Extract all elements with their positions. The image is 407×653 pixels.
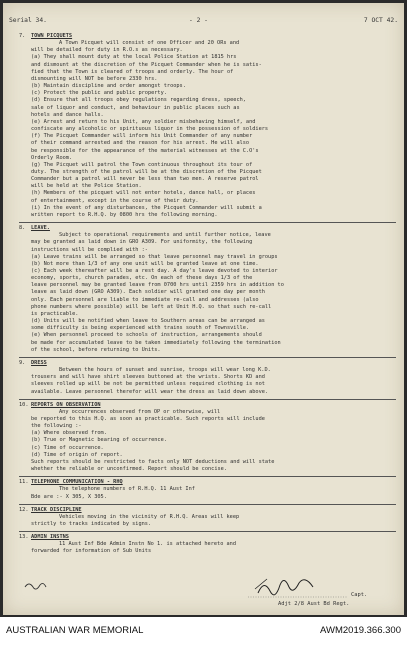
section-line: (i) In the event of any disturbances, the Picquet Commander will submit a (31, 204, 262, 211)
section-line: (d) Ensure that all troops obey regulations regarding dress, speech, (31, 97, 246, 104)
section-line: Commander but a patrol will never be less than two men. A reserve patrol (31, 176, 259, 183)
section-line: (g) The Picquet will patrol the Town continuous throughout its tour of (31, 161, 253, 168)
section-line: (a) Where observed from. (31, 430, 107, 437)
section-line: of entertainment, except in the course of their duty. (31, 197, 199, 204)
section-number: 9. (19, 359, 26, 366)
section-line: Such reports should be restricted to facts only NOT deductions and will state (31, 458, 275, 465)
section-line: be reported to this H.Q. as soon as practicable. Such reports will include (31, 415, 265, 422)
section-line: Between the hours of sunset and sunrise, troops will wear long K.D. (59, 367, 271, 374)
section-line: 11 Aust Inf Bde Admin Instn No 1. is attached hereto and (59, 541, 237, 548)
section-line: be made for accumulated leave to be taken immediately following the termination (31, 339, 281, 346)
section-line: (e) Arrest and return to his Unit, any soldier misbehaving himself, and (31, 118, 256, 125)
section-line: (b) Not more than 1/3 of any one unit will be granted leave at one time. (31, 260, 259, 267)
section-line: and dismount at the discretion of the Picquet Commander when he is satis- (31, 61, 262, 68)
section-divider (19, 531, 396, 532)
section-line: the following :- (31, 423, 82, 430)
section-number: 13. (19, 534, 29, 541)
handwritten-initials (25, 583, 46, 589)
section-line: of their command arrested and the reason for his arrest. He will also (31, 140, 250, 147)
section-number: 11. (19, 479, 29, 486)
section-line: written report to R.H.Q. by 0800 hrs the following morning. (31, 211, 218, 218)
section-line: may be granted as laid down in GRO A309. For uniformity, the following (31, 239, 253, 246)
section-line: Orderly Room. (31, 154, 73, 161)
section-line: forwarded for information of Sub Units (31, 548, 152, 555)
section-line: strictly to tracks indicated by signs. (31, 521, 152, 527)
document-page (3, 3, 404, 615)
document-body (19, 33, 396, 556)
archive-reference: AWM2019.366.300 (320, 625, 401, 636)
section-line: (b) Maintain discipline and order amongst troops. (31, 83, 186, 90)
document-date: 7 OCT 42. (363, 17, 398, 24)
section-number: 8. (19, 225, 26, 232)
section-title: TOWN PICQUETS (31, 33, 73, 39)
section-line: fied that the Town is cleared of troops and orderly. The hour of (31, 68, 234, 75)
section-line: sale of liquor and conduct, and behaviour in public places such as (31, 104, 240, 111)
section-title: ADMIN INSTNS (31, 534, 69, 541)
signature-appointment: Adjt 2/8 Aust Bd Regt. (278, 601, 350, 607)
section-line: be responsible for the appearance of the material witnesses at the C.O's (31, 147, 259, 154)
handwritten-signature (258, 580, 313, 595)
section-line: whether the reliable or unconfirmed. Report should be concise. (31, 466, 227, 473)
section-line: (h) Members of the picquet will not enter hotels, dance hall, or places (31, 190, 256, 197)
section-13 (19, 531, 396, 555)
page-header (9, 17, 398, 27)
section-line: leave as laid down (GRO A309). Each soldier will granted one day per month (31, 289, 265, 296)
section-line: (e) When personnel proceed to schools of instruction, arrangements should (31, 332, 262, 339)
section-line: will be detailed for duty in R.O.s as necessary. (31, 47, 183, 54)
section-line: duty. The strength of the patrol will be at the discretion of the Picquet (31, 168, 262, 175)
section-line: Any occurrences observed from OP or otherwise, will (59, 408, 221, 415)
archive-name: AUSTRALIAN WAR MEMORIAL (6, 625, 144, 636)
signature-block (3, 575, 404, 611)
section-line: (d) Units will be notified when leave to Southern areas can be arranged as (31, 318, 265, 325)
section-number: 12. (19, 506, 29, 513)
section-line: (c) Protect the public and public property. (31, 90, 167, 97)
section-line: Vehicles moving in the vicinity of R.H.Q. Areas will keep (59, 513, 240, 520)
section-line: instructions will be complied with :- (31, 246, 148, 253)
section-line: (c) Each week thereafter will be a rest day. A day's leave devoted to interior (31, 268, 278, 274)
section-line: Subject to operational requirements and until further notice, leave (59, 232, 271, 239)
section-title: LEAVE. (31, 225, 50, 232)
section-10 (19, 399, 396, 474)
section-line: dismounting will NOT be before 2330 hrs. (31, 75, 158, 82)
section-line: hotels and dance halls. (31, 111, 104, 118)
section-12 (19, 504, 396, 528)
section-title: REPORTS ON OBSERVATION (31, 401, 101, 408)
archive-footer (0, 617, 407, 653)
section-11 (19, 476, 396, 500)
section-9 (19, 357, 396, 396)
section-divider (19, 357, 396, 358)
section-line: is practicable. (31, 310, 79, 317)
section-divider (19, 399, 396, 400)
section-title: TELEPHONE COMMUNICATION - RHQ (31, 479, 123, 486)
section-number: 10. (19, 401, 29, 408)
section-line: will be held at the Police Station. (31, 183, 142, 190)
page-number: - 2 - (189, 17, 208, 24)
section-line: (b) True or Magnetic bearing of occurrence. (31, 437, 167, 444)
section-line: (c) Time of occurrence. (31, 444, 104, 451)
section-divider (19, 222, 396, 223)
section-title: DRESS (31, 359, 47, 366)
section-title: TRACK DISCIPLINE (31, 506, 82, 513)
section-line: trousers and will have shirt sleeves buttoned at the wrists. Shorts KD and (31, 374, 265, 381)
section-line: Bde are :- X 305, X 305. (31, 493, 107, 500)
signature-rank: Capt. (351, 592, 368, 598)
section-line: only. Each personnel are liable to immediate re-call and addresses (also (31, 296, 259, 303)
section-line: leave personnel may be granted leave from 0700 hrs until 2359 hrs in addition to (31, 282, 284, 289)
section-number: 7. (19, 33, 26, 39)
serial-number: Serial 34. (9, 17, 47, 24)
section-7 (19, 33, 396, 219)
section-divider (19, 476, 396, 477)
section-line: confiscate any alcoholic or spirituous liquor in the possession of soldiers (31, 126, 269, 133)
section-line: A Town Picquet will consist of one Officer and 20 ORs and (59, 40, 240, 47)
section-line: some difficulty is being experienced with trains south of Townsville. (31, 325, 250, 332)
section-8 (19, 222, 396, 354)
section-line: (a) They shall mount duty at the local Police Station at 1815 hrs (31, 54, 237, 61)
section-line: economy, sports, church parades, etc. On each of these days 1/3 of the (31, 275, 253, 282)
section-line: (f) The Picquet Commander will inform his Unit Commander of any number (31, 133, 253, 140)
section-line: phone numbers where possible) will be left at Unit H.Q. so that such re-call (31, 303, 272, 310)
section-line: of the school, before returning to Units. (31, 346, 161, 353)
section-line: (d) Time of origin of report. (31, 451, 123, 458)
section-line: sleeves rolled up will be not be permitted unless required clothing is not (31, 381, 265, 388)
section-divider (19, 504, 396, 505)
section-line: available. Leave personnel therefor will wear the dress as laid down above. (31, 388, 269, 395)
section-line: (a) Leave trains will be arranged so that leave personnel may travel in groups (31, 253, 278, 260)
section-line: The telephone numbers of R.H.Q. 11 Aust Inf (59, 486, 195, 493)
